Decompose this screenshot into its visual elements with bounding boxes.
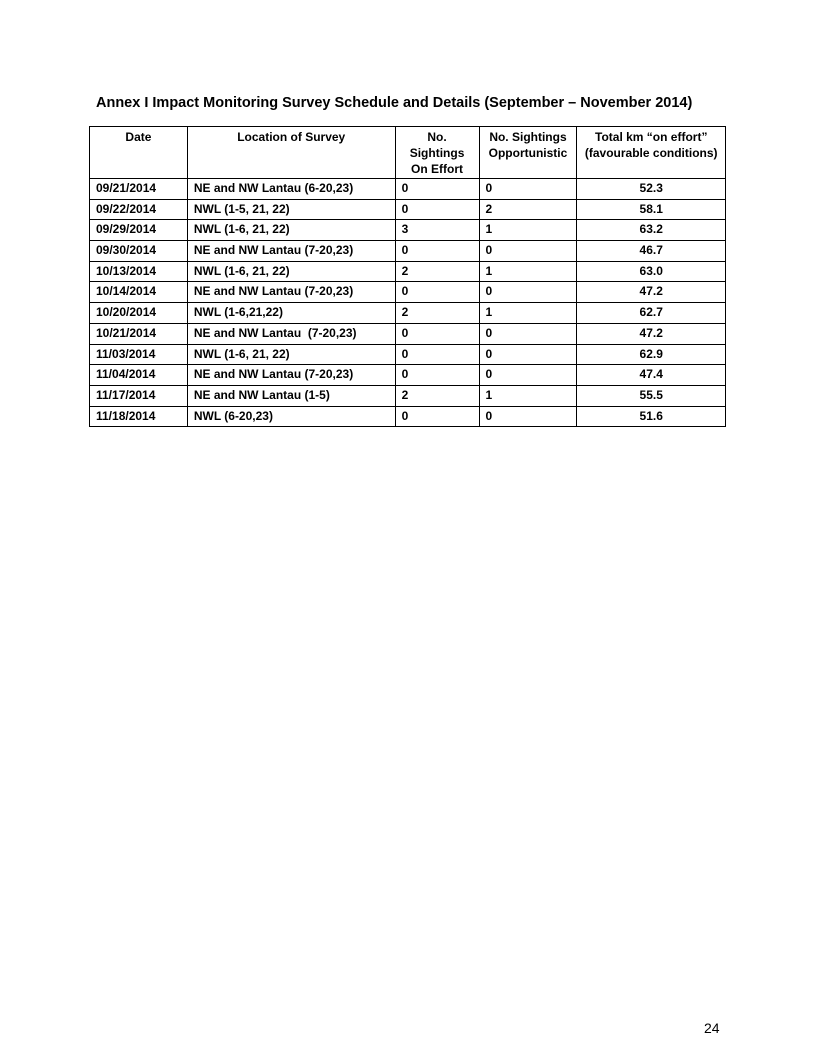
cell-opportunistic: 0 [479, 323, 577, 344]
page-number: 24 [704, 1020, 720, 1036]
survey-schedule-table [89, 126, 726, 427]
page-title: Annex I Impact Monitoring Survey Schedule and Details (September – November 2014) [96, 95, 693, 111]
cell-date: 11/18/2014 [90, 406, 188, 427]
table-row [90, 179, 726, 200]
cell-location: NWL (6-20,23) [187, 406, 395, 427]
cell-location: NE and NW Lantau (1-5) [187, 385, 395, 406]
table-row [90, 199, 726, 220]
cell-total-km: 47.4 [577, 365, 726, 386]
cell-date: 10/13/2014 [90, 261, 188, 282]
cell-total-km: 58.1 [577, 199, 726, 220]
header-date-line: Date [125, 130, 152, 144]
header-location [187, 127, 395, 179]
cell-date: 09/22/2014 [90, 199, 188, 220]
cell-on-effort: 0 [395, 323, 479, 344]
cell-opportunistic: 1 [479, 385, 577, 406]
cell-location: NWL (1-6, 21, 22) [187, 261, 395, 282]
cell-on-effort: 0 [395, 241, 479, 262]
cell-date: 11/17/2014 [90, 385, 188, 406]
header-location-line: Location of Survey [237, 130, 346, 144]
table-row [90, 406, 726, 427]
cell-on-effort: 2 [395, 385, 479, 406]
cell-total-km: 46.7 [577, 241, 726, 262]
cell-location: NE and NW Lantau (7-20,23) [187, 323, 395, 344]
cell-on-effort: 0 [395, 406, 479, 427]
cell-total-km: 63.2 [577, 220, 726, 241]
header-on-effort-line-1: No. Sightings [409, 130, 465, 160]
table-row [90, 344, 726, 365]
cell-on-effort: 0 [395, 344, 479, 365]
cell-on-effort: 0 [395, 365, 479, 386]
cell-date: 09/21/2014 [90, 179, 188, 200]
cell-on-effort: 2 [395, 303, 479, 324]
cell-on-effort: 0 [395, 179, 479, 200]
cell-date: 10/21/2014 [90, 323, 188, 344]
header-date [90, 127, 188, 179]
table-row [90, 303, 726, 324]
cell-date: 09/29/2014 [90, 220, 188, 241]
table-row [90, 220, 726, 241]
cell-opportunistic: 0 [479, 179, 577, 200]
cell-location: NE and NW Lantau (6-20,23) [187, 179, 395, 200]
header-opportunistic-line-1: No. Sightings [489, 130, 567, 144]
table-row [90, 385, 726, 406]
header-opportunistic [479, 127, 577, 179]
cell-date: 10/20/2014 [90, 303, 188, 324]
cell-opportunistic: 1 [479, 303, 577, 324]
header-total-km-line-2: (favourable conditions) [584, 146, 718, 160]
cell-location: NWL (1-6,21,22) [187, 303, 395, 324]
cell-location: NE and NW Lantau (7-20,23) [187, 241, 395, 262]
cell-on-effort: 0 [395, 282, 479, 303]
table-row [90, 282, 726, 303]
cell-location: NWL (1-6, 21, 22) [187, 344, 395, 365]
cell-total-km: 47.2 [577, 282, 726, 303]
table-row [90, 261, 726, 282]
cell-opportunistic: 0 [479, 406, 577, 427]
cell-date: 10/14/2014 [90, 282, 188, 303]
table-row [90, 365, 726, 386]
cell-location: NE and NW Lantau (7-20,23) [187, 365, 395, 386]
cell-opportunistic: 2 [479, 199, 577, 220]
table-row [90, 323, 726, 344]
cell-total-km: 63.0 [577, 261, 726, 282]
cell-date: 11/03/2014 [90, 344, 188, 365]
table-row [90, 241, 726, 262]
cell-opportunistic: 0 [479, 344, 577, 365]
cell-on-effort: 3 [395, 220, 479, 241]
cell-total-km: 55.5 [577, 385, 726, 406]
cell-opportunistic: 0 [479, 241, 577, 262]
cell-location: NWL (1-6, 21, 22) [187, 220, 395, 241]
cell-opportunistic: 0 [479, 282, 577, 303]
cell-total-km: 47.2 [577, 323, 726, 344]
table-header-row [90, 127, 726, 179]
cell-date: 09/30/2014 [90, 241, 188, 262]
header-opportunistic-line-2: Opportunistic [488, 146, 568, 160]
cell-total-km: 62.9 [577, 344, 726, 365]
cell-location: NE and NW Lantau (7-20,23) [187, 282, 395, 303]
cell-total-km: 52.3 [577, 179, 726, 200]
cell-on-effort: 0 [395, 199, 479, 220]
cell-opportunistic: 1 [479, 261, 577, 282]
cell-date: 11/04/2014 [90, 365, 188, 386]
cell-location: NWL (1-5, 21, 22) [187, 199, 395, 220]
cell-opportunistic: 1 [479, 220, 577, 241]
header-total-km-line-1: Total km “on effort” [595, 130, 708, 144]
cell-opportunistic: 0 [479, 365, 577, 386]
cell-total-km: 62.7 [577, 303, 726, 324]
header-total-km [577, 127, 726, 179]
header-on-effort-line-2: On Effort [411, 162, 464, 176]
header-on-effort [395, 127, 479, 179]
cell-total-km: 51.6 [577, 406, 726, 427]
cell-on-effort: 2 [395, 261, 479, 282]
